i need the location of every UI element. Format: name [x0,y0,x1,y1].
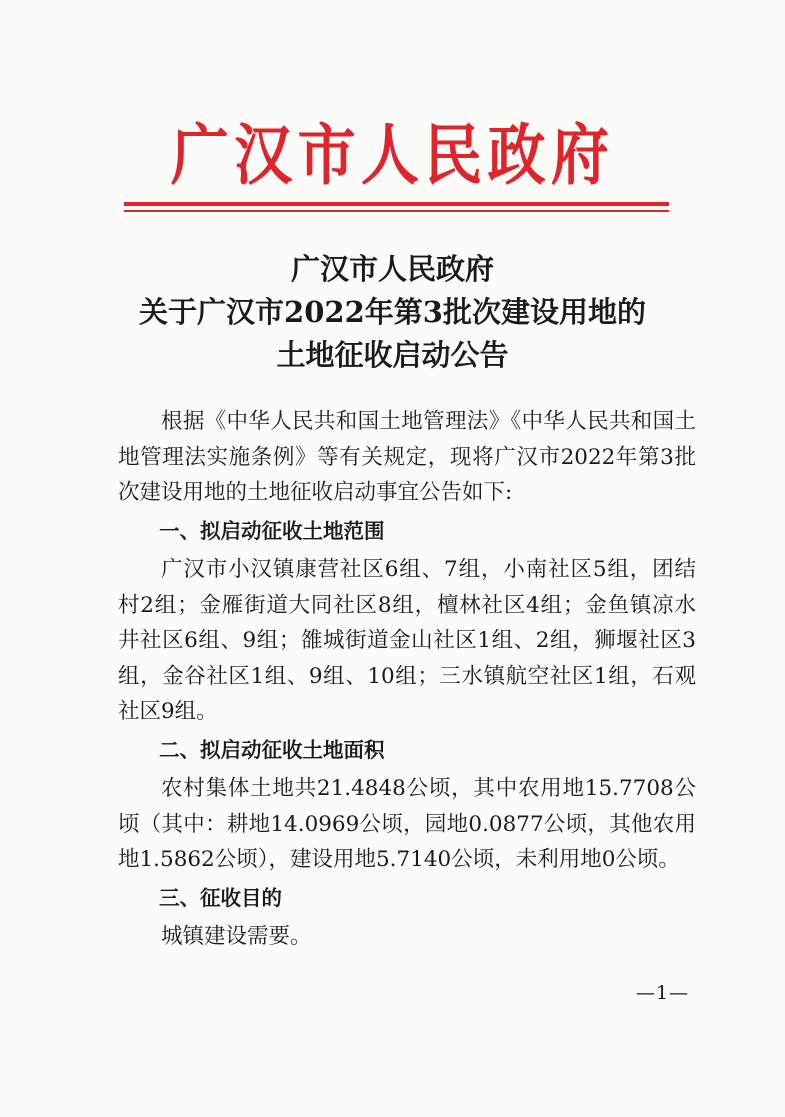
section-3-text: 城镇建设需要。 [161,924,312,949]
letterhead-org-name: 广汉市人民政府 [170,116,615,194]
section-1-heading: 一、拟启动征收土地范围 [159,518,385,543]
letterhead-red-rule-thick [124,202,669,206]
section-1-text: 广汉市小汉镇康营社区6组、7组，小南社区5组，团结村2组；金雁街道大同社区8组，檀林社区4组；金鱼镇凉水井社区6组、9组；雒城街道金山社区1组、2组，狮堰社区3组，金谷社区1组、9组、10组；三水镇航空社区1组，石观社区9组。 [118,557,696,724]
document-title [0,248,785,377]
section-3-heading: 三、征收目的 [159,885,282,910]
document-body [118,404,696,955]
section-2-text: 农村集体土地共21.4848公顷，其中农用地15.7708公顷（其中：耕地14.0969公顷，园地0.0877公顷，其他农用地1.5862公顷），建设用地5.7140公顷，未利用地0公顷。 [118,776,696,872]
page-number: —1— [636,982,690,1004]
title-line-2: 关于广汉市2022年第3批次建设用地的 [139,295,646,329]
section-2-heading: 二、拟启动征收土地面积 [159,737,385,762]
letterhead-red-rule-thin [124,210,669,212]
intro-paragraph: 根据《中华人民共和国土地管理法》《中华人民共和国土地管理法实施条例》等有关规定，现将广汉市2022年第3批次建设用地的土地征收启动事宜公告如下: [118,409,696,505]
title-line-1: 广汉市人民政府 [290,252,494,286]
title-line-3: 土地征收启动公告 [276,338,509,372]
